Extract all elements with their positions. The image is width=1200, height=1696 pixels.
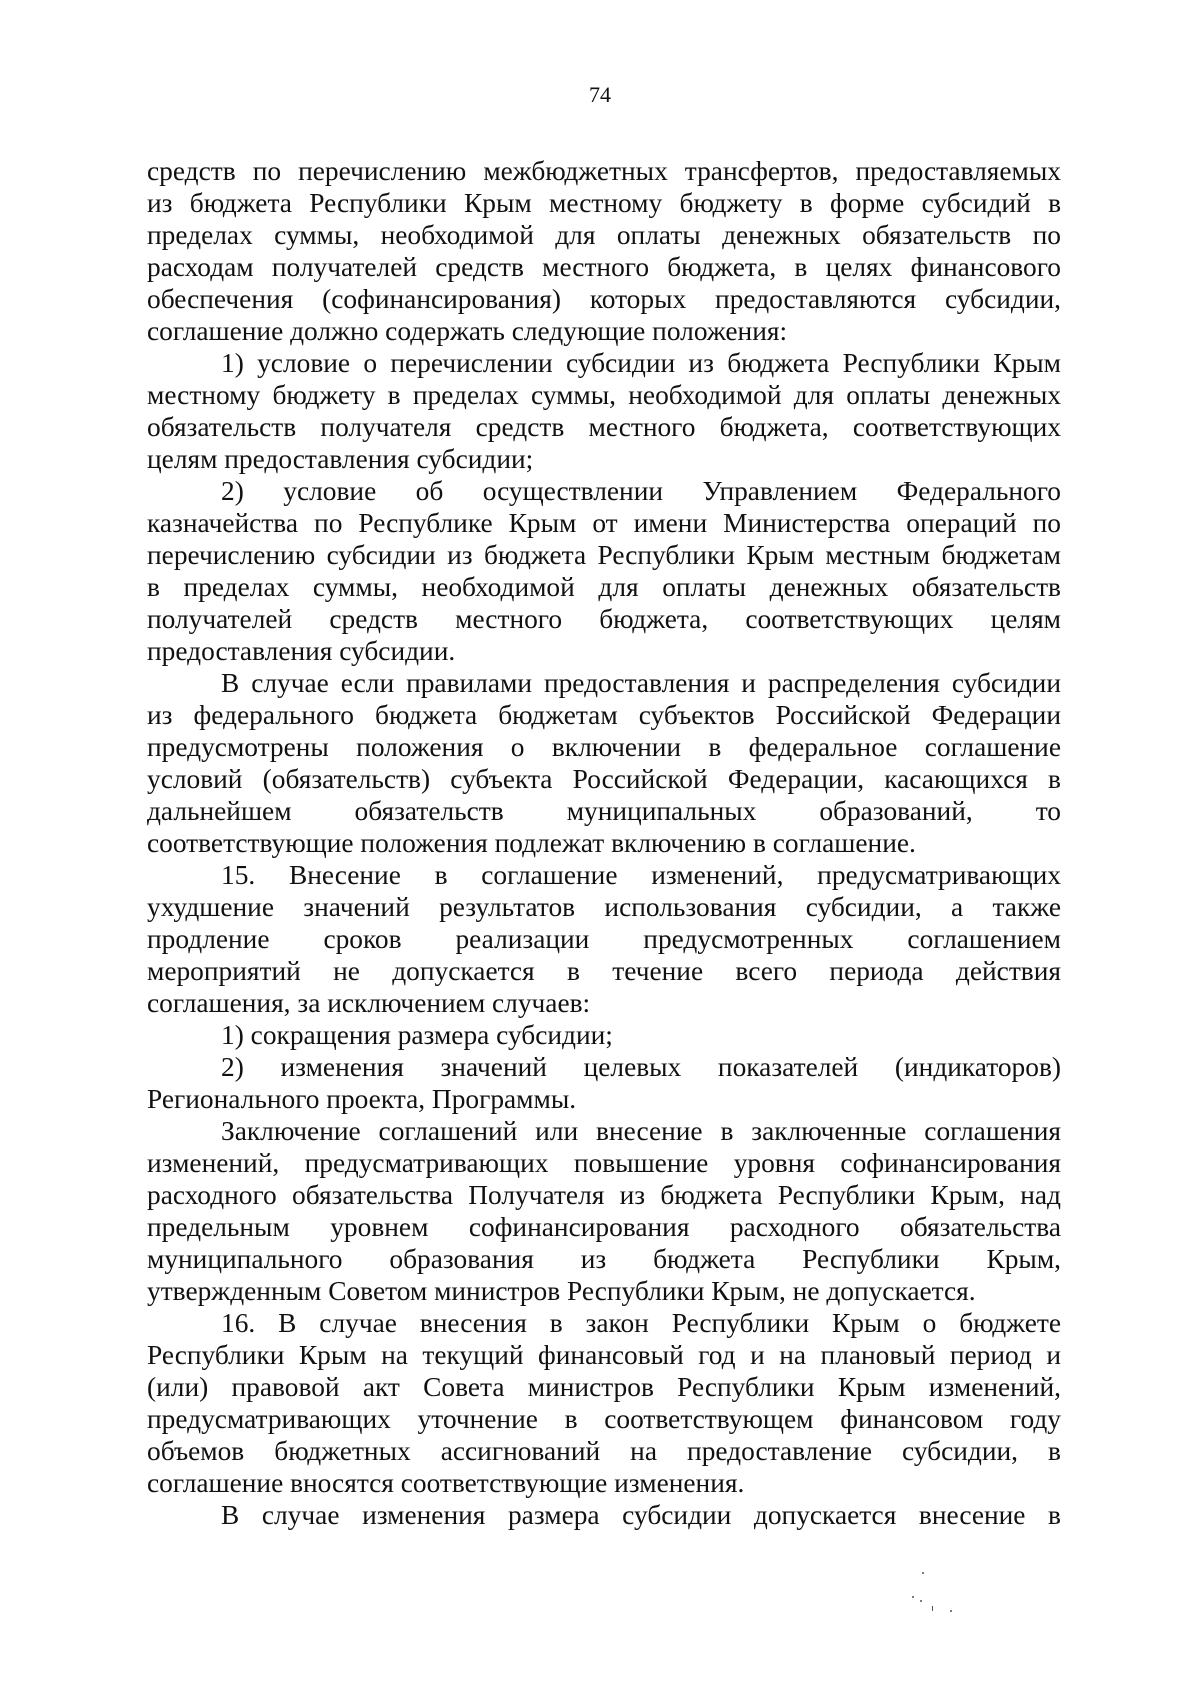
text-line: В случае если правилами предоставления и распределения субсидии <box>221 668 1061 698</box>
text-line: обязательств получателя средств местного бюджета, соответствующих <box>147 412 1061 442</box>
text-line: 1) условие о перечислении субсидии из бюджета Республики Крым <box>221 348 1061 378</box>
text-line: 2) изменения значений целевых показателей (индикаторов) <box>221 1052 1061 1082</box>
text-line: 2) условие об осуществлении Управлением Федерального <box>221 476 1061 506</box>
page-number: 74 <box>589 82 611 107</box>
text-line: соответствующие положения подлежат включению в соглашение. <box>147 828 916 858</box>
text-line: объемов бюджетных ассигнований на предоставление субсидии, в <box>147 1436 1061 1466</box>
text-line: Заключение соглашений или внесение в заключенные соглашения <box>221 1116 1061 1146</box>
scan-specks <box>900 1570 980 1630</box>
text-line: условий (обязательств) субъекта Российской Федерации, касающихся в <box>147 764 1061 794</box>
text-line: муниципального образования из бюджета Республики Крым, <box>147 1244 1061 1274</box>
scan-speck <box>912 1596 914 1598</box>
text-line: изменений, предусматривающих повышение уровня софинансирования <box>147 1148 1061 1178</box>
text-line: перечислению субсидии из бюджета Республики Крым местным бюджетам <box>147 540 1061 570</box>
text-line: расходного обязательства Получателя из бюджета Республики Крым, над <box>147 1180 1061 1210</box>
text-line: соглашение вносятся соответствующие изменения. <box>147 1468 745 1498</box>
text-line: 1) сокращения размера субсидии; <box>221 1020 613 1050</box>
text-line: соглашение должно содержать следующие положения: <box>147 316 788 346</box>
text-line: предоставления субсидии. <box>147 636 456 666</box>
text-line: Регионального проекта, Программы. <box>147 1084 577 1114</box>
text-line: мероприятий не допускается в течение всего периода действия <box>147 956 1061 986</box>
text-line: в пределах суммы, необходимой для оплаты денежных обязательств <box>147 572 1061 602</box>
text-line: (или) правовой акт Совета министров Республики Крым изменений, <box>147 1372 1061 1402</box>
text-line: местному бюджету в пределах суммы, необходимой для оплаты денежных <box>147 380 1061 410</box>
text-line: предусмотрены положения о включении в федеральное соглашение <box>147 732 1061 762</box>
text-line: Республики Крым на текущий финансовый год и на плановый период и <box>147 1340 1061 1370</box>
text-line: казначейства по Республике Крым от имени Министерства операций по <box>147 508 1061 538</box>
document-body <box>147 155 1061 1531</box>
scan-speck <box>950 1610 952 1612</box>
text-line: дальнейшем обязательств муниципальных образований, то <box>147 796 1061 826</box>
text-line: предусматривающих уточнение в соответствующем финансовом году <box>147 1404 1061 1434</box>
text-line: 16. В случае внесения в закон Республики Крым о бюджете <box>221 1308 1061 1338</box>
text-line: из бюджета Республики Крым местному бюджету в форме субсидий в <box>147 188 1061 218</box>
text-line: средств по перечислению межбюджетных трансфертов, предоставляемых <box>147 156 1061 186</box>
text-line: соглашения, за исключением случаев: <box>147 988 591 1018</box>
text-line: предельным уровнем софинансирования расходного обязательства <box>147 1212 1061 1242</box>
scan-speck <box>932 1606 933 1611</box>
text-line: 15. Внесение в соглашение изменений, предусматривающих <box>221 860 1061 890</box>
text-line: пределах суммы, необходимой для оплаты денежных обязательств по <box>147 220 1061 250</box>
text-line: целям предоставления субсидии; <box>147 444 534 474</box>
scan-speck <box>922 1572 924 1574</box>
text-line: утвержденным Советом министров Республики Крым, не допускается. <box>147 1276 976 1306</box>
scan-speck <box>920 1600 922 1602</box>
text-line: расходам получателей средств местного бюджета, в целях финансового <box>147 252 1061 282</box>
text-line: В случае изменения размера субсидии допускается внесение в <box>221 1500 1061 1530</box>
text-line: ухудшение значений результатов использования субсидии, а также <box>147 892 1061 922</box>
text-line: получателей средств местного бюджета, соответствующих целям <box>147 604 1061 634</box>
text-line: обеспечения (софинансирования) которых предоставляются субсидии, <box>147 284 1061 314</box>
text-line: продление сроков реализации предусмотренных соглашением <box>147 924 1061 954</box>
text-line: из федерального бюджета бюджетам субъектов Российской Федерации <box>147 700 1061 730</box>
